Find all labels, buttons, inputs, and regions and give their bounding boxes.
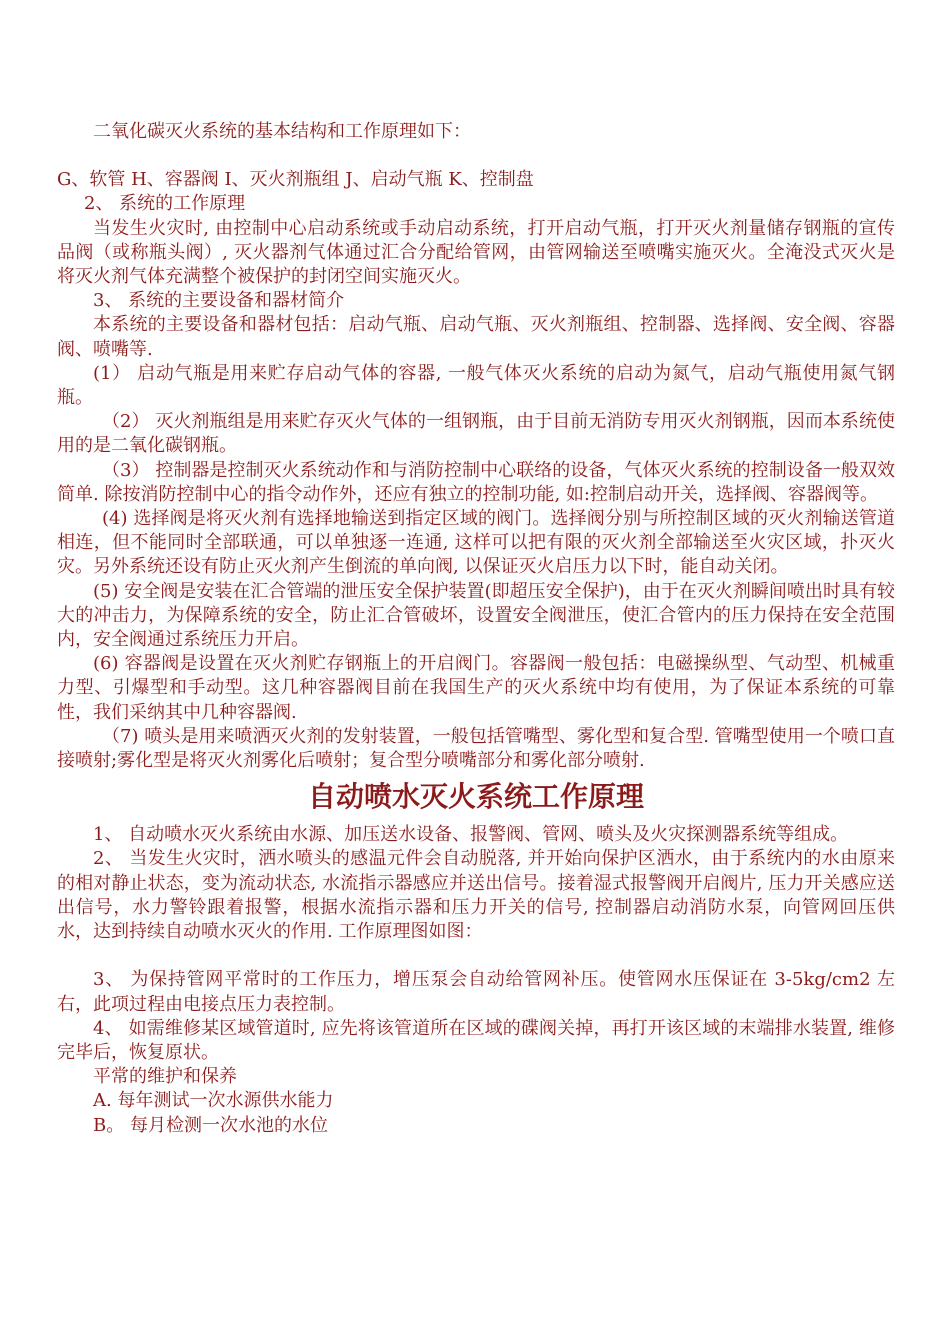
sprinkler-point-2: 2、 当发生火灾时，洒水喷头的感温元件会自动脱落, 并开始向保护区洒水，由于系统内的水由原来的相对静止状态，变为流动状态, 水流指示器感应并送出信号。接着湿式报警阀开启阀片, 压力开关感应送出信号，水力警铃跟着报警，根据水流指示器和压力开关的信号, 控制器启动消防水泵，向管网回压供水，达到持续自动喷水灭火的作用. 工作原理图如图： (57, 848, 895, 943)
maintenance-item-a: A. 每年测试一次水源供水能力 (93, 1090, 334, 1112)
blank-line (57, 144, 895, 168)
section-title: 自动喷水灭火系统工作原理 (307, 780, 644, 814)
item-2-paragraph: （2） 灭火剂瓶组是用来贮存灭火气体的一组钢瓶，由于目前无消防专用灭火剂钢瓶，因而本系统使用的是二氧化碳钢瓶。 (57, 411, 895, 457)
section-3-paragraph: 本系统的主要设备和器材包括：启动气瓶、启动气瓶、灭火剂瓶组、控制器、选择阀、安全阀、容器阀、喷嘴等. (57, 314, 895, 360)
sprinkler-point-3: 3、 为保持管网平常时的工作压力，增压泵会自动给管网补压。使管网水压保证在 3-5kg/cm2 左右，此项过程由电接点压力表控制。 (57, 969, 895, 1015)
sprinkler-point-4: 4、 如需维修某区域管道时, 应先将该管道所在区域的碟阀关掉，再打开该区域的末端排水装置, 维修完毕后，恢复原状。 (57, 1017, 895, 1063)
item-7-paragraph: （7) 喷头是用来喷洒灭火剂的发射装置，一般包括管嘴型、雾化型和复合型. 管嘴型使用一个喷口直接喷射;雾化型是将灭火剂雾化后喷射；复合型分喷嘴部分和雾化部分喷射. (57, 725, 895, 772)
item-6-paragraph: (6) 容器阀是设置在灭火剂贮存钢瓶上的开启阀门。容器阀一般包括：电磁操纵型、气动型、机械重力型、引爆型和手动型。这几种容器阀目前在我国生产的灭火系统中均有使用，为了保证本系统的可靠性，我们采纳其中几种容器阀. (57, 653, 895, 723)
item-4-paragraph: (4) 选择阀是将灭火剂有选择地输送到指定区域的阀门。选择阀分别与所控制区域的灭火剂输送管道相连，但不能同时全部联通，可以单独逐一连通, 这样可以把有限的灭火剂全部输送至火灾区域，扑灭火灾。另外系统还设有防止灭火剂产生倒流的单向阀, 以保证灭火启压力以下时，能自动关闭。 (57, 508, 895, 578)
maintenance-item-b: B。 每月检测一次水池的水位 (93, 1114, 328, 1136)
intro-paragraph: 二氧化碳灭火系统的基本结构和工作原理如下： (93, 121, 471, 142)
item-1-paragraph: (1） 启动气瓶是用来贮存启动气体的容器, 一般气体灭火系统的启动为氮气，启动气瓶使用氮气钢瓶。 (57, 362, 895, 409)
item-3-paragraph: （3） 控制器是控制灭火系统动作和与消防控制中心联络的设备，气体灭火系统的控制设备一般双效简单. 除按消防控制中心的指令动作外，还应有独立的控制功能, 如:控制启动开关，选择阀、容器阀等。 (57, 459, 895, 505)
section-3-heading: 3、 系统的主要设备和器材简介 (93, 290, 345, 312)
blank-line (57, 944, 895, 968)
item-5-paragraph: (5) 安全阀是安装在汇合管端的泄压安全保护装置(即超压安全保护)，由于在灭火剂瞬间喷出时具有较大的冲击力，为保障系统的安全，防止汇合管破坏，设置安全阀泄压，使汇合管内的压力保持在安全范围内，安全阀通过系统压力开启。 (57, 580, 895, 651)
sprinkler-point-1: 1、 自动喷水灭火系统由水源、加压送水设备、报警阀、管网、喷头及火灾探测器系统等组成。 (93, 824, 849, 846)
maintenance-heading: 平常的维护和保养 (93, 1066, 237, 1088)
section-2-heading: 2、 系统的工作原理 (84, 193, 246, 215)
section-2-paragraph: 当发生火灾时, 由控制中心启动系统或手动启动系统，打开启动气瓶，打开灭火剂量储存钢瓶的宣传品阀（或称瓶头阀）, 灭火器剂气体通过汇合分配给管网，由管网输送至喷嘴实施灭火。全淹没式灭火是将灭火剂气体充满整个被保护的封闭空间实施灭火。 (57, 217, 895, 288)
document-body (57, 120, 895, 1138)
parts-line: G、软管 H、容器阀 I、灭火剂瓶组 J、启动气瓶 K、控制盘 (57, 169, 534, 191)
